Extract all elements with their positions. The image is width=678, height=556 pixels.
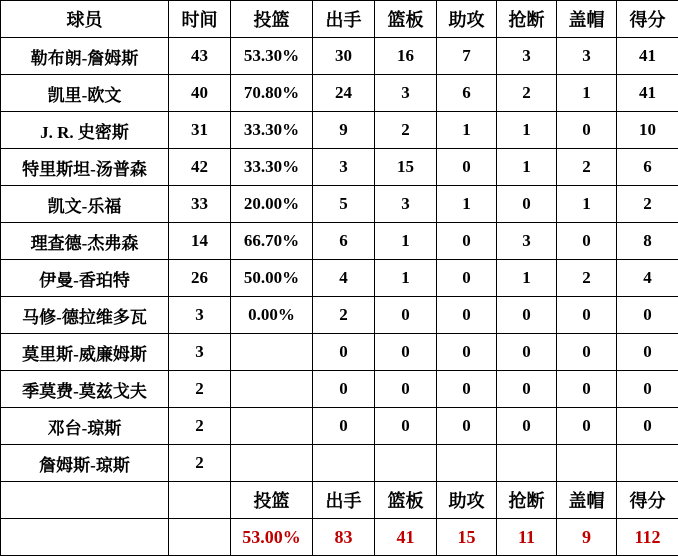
cell-rebounds: 3	[375, 75, 437, 112]
cell-fg-pct: 33.30%	[231, 112, 313, 149]
totals-header-blocks: 盖帽	[557, 482, 617, 519]
table-row	[1, 334, 678, 371]
cell-rebounds: 0	[375, 297, 437, 334]
cell-points: 6	[617, 149, 678, 186]
column-header-player: 球员	[1, 1, 169, 38]
cell-points: 10	[617, 112, 678, 149]
cell-blocks: 0	[557, 334, 617, 371]
cell-assists: 0	[437, 334, 497, 371]
cell-steals: 0	[497, 371, 557, 408]
column-header-steals: 抢断	[497, 1, 557, 38]
totals-header-fg-pct: 投篮	[231, 482, 313, 519]
table-row	[1, 149, 678, 186]
cell-fg-pct: 50.00%	[231, 260, 313, 297]
cell-blocks: 1	[557, 75, 617, 112]
cell-minutes: 3	[169, 334, 231, 371]
column-header-minutes: 时间	[169, 1, 231, 38]
cell-fga: 24	[313, 75, 375, 112]
totals-header-row	[1, 482, 678, 519]
cell-assists: 0	[437, 149, 497, 186]
cell-rebounds: 0	[375, 408, 437, 445]
cell-minutes: 42	[169, 149, 231, 186]
player-name: 勒布朗-詹姆斯	[1, 38, 169, 75]
cell-fg-pct	[231, 445, 313, 482]
column-header-rebounds: 篮板	[375, 1, 437, 38]
totals-header-points: 得分	[617, 482, 678, 519]
player-name: 凯里-欧文	[1, 75, 169, 112]
totals-spacer-minutes	[169, 482, 231, 519]
cell-steals: 3	[497, 223, 557, 260]
cell-fg-pct	[231, 408, 313, 445]
totals-header-steals: 抢断	[497, 482, 557, 519]
table-row	[1, 371, 678, 408]
cell-points: 0	[617, 408, 678, 445]
cell-assists: 7	[437, 38, 497, 75]
totals-values-row	[1, 519, 678, 556]
cell-fg-pct: 33.30%	[231, 149, 313, 186]
table-row	[1, 445, 678, 482]
cell-minutes: 2	[169, 371, 231, 408]
player-name: 理查德-杰弗森	[1, 223, 169, 260]
cell-minutes: 31	[169, 112, 231, 149]
cell-rebounds: 1	[375, 260, 437, 297]
cell-fg-pct	[231, 371, 313, 408]
cell-fga: 9	[313, 112, 375, 149]
player-name: 詹姆斯-琼斯	[1, 445, 169, 482]
table-row	[1, 408, 678, 445]
cell-rebounds: 2	[375, 112, 437, 149]
totals-value-assists: 15	[437, 519, 497, 556]
cell-rebounds: 16	[375, 38, 437, 75]
cell-assists: 1	[437, 186, 497, 223]
cell-fga: 0	[313, 371, 375, 408]
cell-blocks: 0	[557, 297, 617, 334]
cell-blocks: 1	[557, 186, 617, 223]
cell-assists	[437, 445, 497, 482]
column-header-fga: 出手	[313, 1, 375, 38]
cell-minutes: 3	[169, 297, 231, 334]
cell-blocks: 3	[557, 38, 617, 75]
table-row	[1, 112, 678, 149]
totals-value-steals: 11	[497, 519, 557, 556]
cell-steals: 2	[497, 75, 557, 112]
cell-points: 2	[617, 186, 678, 223]
cell-blocks: 2	[557, 260, 617, 297]
cell-rebounds: 1	[375, 223, 437, 260]
cell-fga: 2	[313, 297, 375, 334]
table-header-row	[1, 1, 678, 38]
cell-assists: 0	[437, 260, 497, 297]
column-header-blocks: 盖帽	[557, 1, 617, 38]
cell-minutes: 2	[169, 408, 231, 445]
cell-rebounds: 3	[375, 186, 437, 223]
cell-blocks	[557, 445, 617, 482]
cell-assists: 6	[437, 75, 497, 112]
totals-value-rebounds: 41	[375, 519, 437, 556]
totals-value-spacer-minutes	[169, 519, 231, 556]
player-name: 马修-德拉维多瓦	[1, 297, 169, 334]
cell-steals: 0	[497, 186, 557, 223]
table-row	[1, 38, 678, 75]
cell-assists: 0	[437, 297, 497, 334]
cell-fg-pct: 70.80%	[231, 75, 313, 112]
cell-fg-pct: 0.00%	[231, 297, 313, 334]
totals-value-fga: 83	[313, 519, 375, 556]
cell-steals: 1	[497, 260, 557, 297]
cell-steals: 0	[497, 408, 557, 445]
cell-minutes: 14	[169, 223, 231, 260]
cell-fga: 3	[313, 149, 375, 186]
cell-fg-pct: 66.70%	[231, 223, 313, 260]
cell-rebounds	[375, 445, 437, 482]
cell-blocks: 0	[557, 223, 617, 260]
cell-steals: 0	[497, 297, 557, 334]
cell-points: 0	[617, 334, 678, 371]
cell-blocks: 0	[557, 112, 617, 149]
cell-blocks: 0	[557, 408, 617, 445]
table-row	[1, 186, 678, 223]
cell-fga: 4	[313, 260, 375, 297]
cell-fg-pct: 53.30%	[231, 38, 313, 75]
column-header-assists: 助攻	[437, 1, 497, 38]
cell-fg-pct: 20.00%	[231, 186, 313, 223]
player-name: 季莫费-莫兹戈夫	[1, 371, 169, 408]
table-row	[1, 75, 678, 112]
cell-fga: 0	[313, 408, 375, 445]
cell-points	[617, 445, 678, 482]
totals-header-fga: 出手	[313, 482, 375, 519]
totals-value-fg-pct: 53.00%	[231, 519, 313, 556]
cell-minutes: 43	[169, 38, 231, 75]
cell-steals: 1	[497, 149, 557, 186]
cell-points: 4	[617, 260, 678, 297]
totals-header-assists: 助攻	[437, 482, 497, 519]
cell-blocks: 0	[557, 371, 617, 408]
cell-points: 41	[617, 75, 678, 112]
player-name: 邓台-琼斯	[1, 408, 169, 445]
cell-fg-pct	[231, 334, 313, 371]
table-row	[1, 297, 678, 334]
cell-minutes: 26	[169, 260, 231, 297]
cell-fga: 6	[313, 223, 375, 260]
cell-steals: 3	[497, 38, 557, 75]
cell-minutes: 33	[169, 186, 231, 223]
cell-points: 0	[617, 297, 678, 334]
cell-rebounds: 15	[375, 149, 437, 186]
cell-points: 8	[617, 223, 678, 260]
cell-assists: 1	[437, 112, 497, 149]
totals-value-blocks: 9	[557, 519, 617, 556]
cell-fga	[313, 445, 375, 482]
totals-header-rebounds: 篮板	[375, 482, 437, 519]
cell-fga: 30	[313, 38, 375, 75]
player-name: 莫里斯-威廉姆斯	[1, 334, 169, 371]
player-name: 伊曼-香珀特	[1, 260, 169, 297]
cell-steals	[497, 445, 557, 482]
cell-fga: 0	[313, 334, 375, 371]
cell-steals: 1	[497, 112, 557, 149]
column-header-points: 得分	[617, 1, 678, 38]
player-name: J. R. 史密斯	[1, 112, 169, 149]
cell-minutes: 40	[169, 75, 231, 112]
cell-points: 41	[617, 38, 678, 75]
cell-rebounds: 0	[375, 371, 437, 408]
player-name: 特里斯坦-汤普森	[1, 149, 169, 186]
cell-rebounds: 0	[375, 334, 437, 371]
totals-value-spacer-player	[1, 519, 169, 556]
cell-assists: 0	[437, 408, 497, 445]
cell-steals: 0	[497, 334, 557, 371]
player-name: 凯文-乐福	[1, 186, 169, 223]
totals-spacer-player	[1, 482, 169, 519]
cell-fga: 5	[313, 186, 375, 223]
cell-minutes: 2	[169, 445, 231, 482]
column-header-fg-pct: 投篮	[231, 1, 313, 38]
table-row	[1, 223, 678, 260]
cell-points: 0	[617, 371, 678, 408]
cell-assists: 0	[437, 223, 497, 260]
cell-assists: 0	[437, 371, 497, 408]
totals-value-points: 112	[617, 519, 678, 556]
table-row	[1, 260, 678, 297]
cell-blocks: 2	[557, 149, 617, 186]
